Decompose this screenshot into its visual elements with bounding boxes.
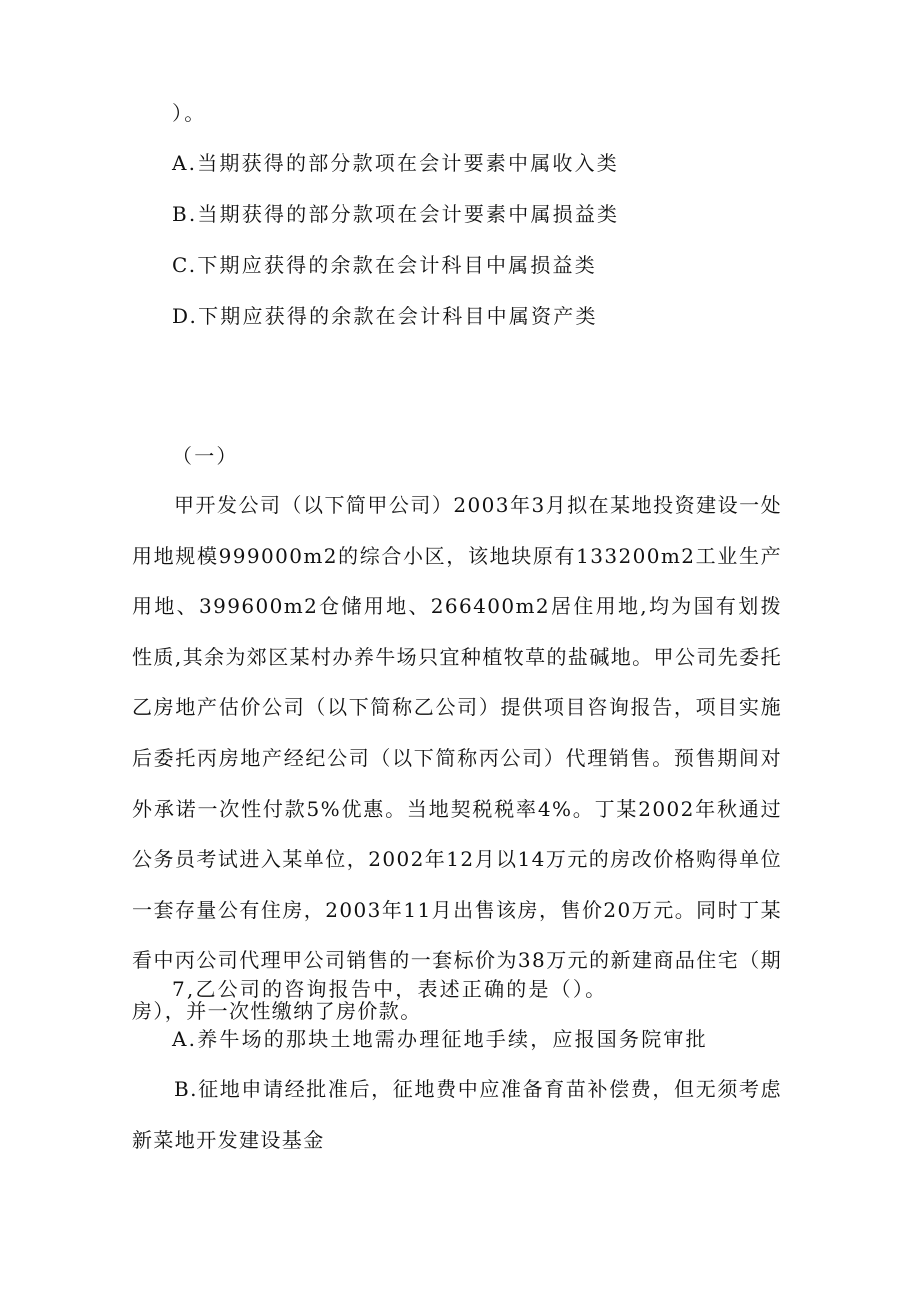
question-option-a: A.养牛场的那块土地需办理征地手续，应报国务院审批 (172, 1027, 708, 1051)
question-stem: 7,乙公司的咨询报告中，表述正确的是（）。 (172, 977, 608, 1001)
option-c: C.下期应获得的余款在会计科目中属损益类 (172, 253, 597, 277)
question-option-b: B.征地申请经批准后，征地费中应准备育苗补偿费，但无须考虑新菜地开发建设基金 (132, 1077, 782, 1152)
question-fragment-end: ）。 (172, 101, 207, 125)
case-description: 甲开发公司（以下简甲公司）2003年3月拟在某地投资建设一处用地规模999000m2的综合小区，该地块原有133200m2工业生产用地、399600m2仓储用地、266400m2居住用地,均为国有划拨性质,其余为郊区某村办养牛场只宜种植牧草的盐碱地。甲公司先委托乙房地产估价公司（以下简称乙公司）提供项目咨询报告，项目实施后委托丙房地产经纪公司（以下简称丙公司）代理销售。预售期间对外承诺一次性付款5%优惠。当地契税税率4%。丁某2002年秋通过公务员考试进入某单位，2002年12月以14万元的房改价格购得单位一套存量公有住房，2003年11月出售该房，售价20万元。同时丁某看中丙公司代理甲公司销售的一套标价为38万元的新建商品住宅（期房），并一次性缴纳了房价款。 (132, 493, 782, 1023)
option-d: D.下期应获得的余款在会计科目中属资产类 (172, 304, 598, 328)
option-b: B.当期获得的部分款项在会计要素中属损益类 (172, 202, 620, 226)
section-heading: （一） (172, 444, 239, 468)
option-a: A.当期获得的部分款项在会计要素中属收入类 (172, 151, 620, 175)
